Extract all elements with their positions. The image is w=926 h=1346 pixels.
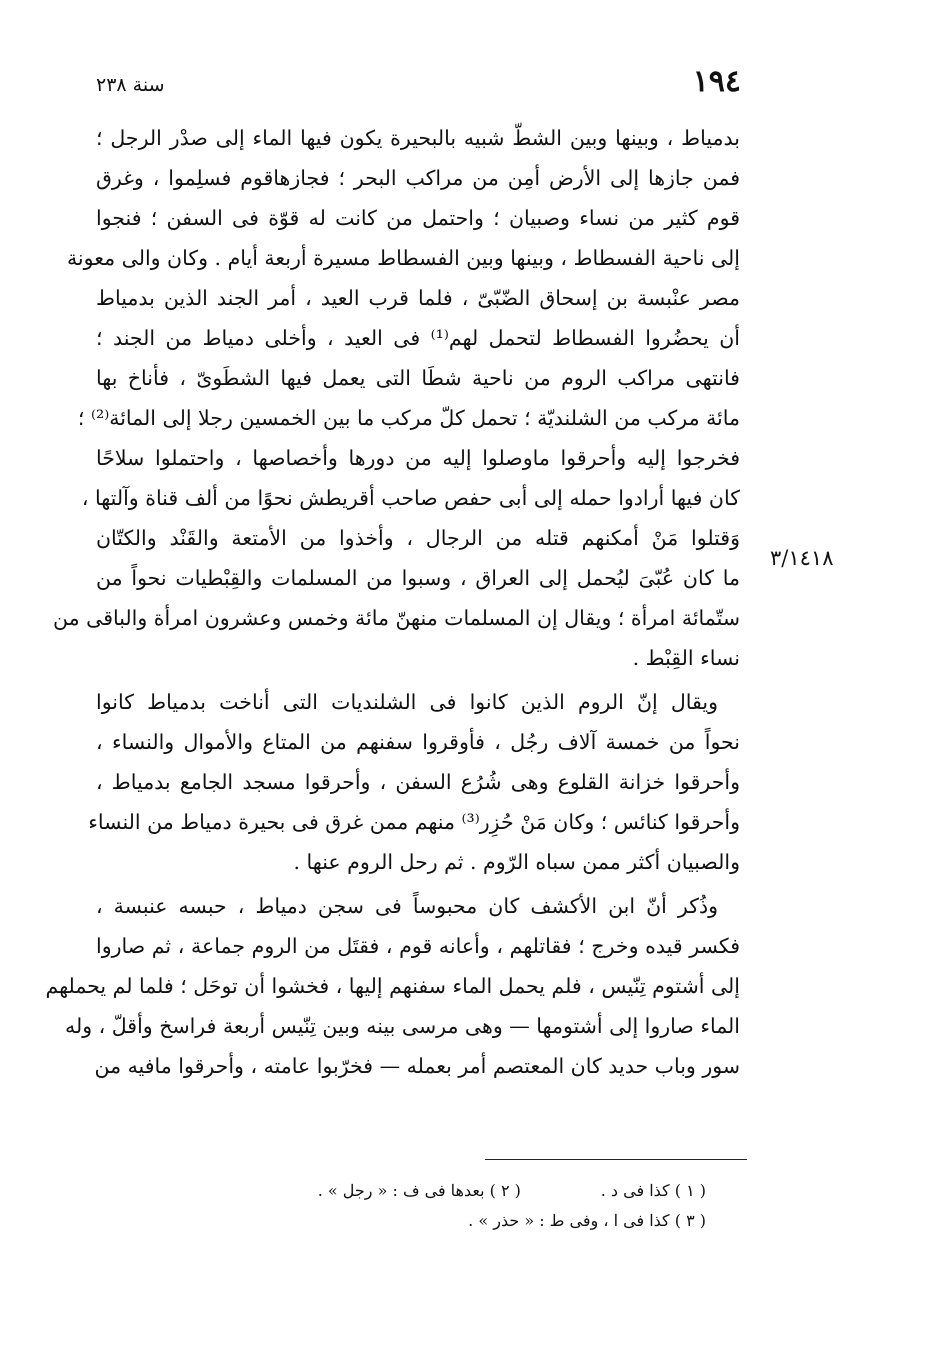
margin-reference: ٣/١٤١٨ bbox=[770, 546, 834, 570]
footnote-row bbox=[96, 1206, 706, 1236]
text-line: أن يحضُروا الفسطاط لتحمل لهم⁽¹⁾ فى العيد ، وأخلى دمياط من الجند ؛ bbox=[96, 326, 740, 350]
text-line: فمن جازها إلى الأرض أمِن من مراكب البحر ؛ فجازهاقوم فسلِموا ، وغرق bbox=[96, 166, 740, 190]
text-line: ستّمائة امرأة ؛ ويقال إن المسلمات منهنّ مائة وخمس وعشرون امرأة والباقى من bbox=[53, 606, 740, 630]
text-line: بدمياط ، وبينها وبين الشطّ شبيه بالبحيرة يكون فيها الماء إلى صدْر الرجل ؛ bbox=[96, 126, 740, 150]
text-line: مصر عنْبسة بن إسحاق الضّبّىّ ، فلما قرب العيد ، أمر الجند الذين بدمياط bbox=[96, 286, 740, 310]
text-line: وأحرقوا خزانة القلوع وهى شُرُع السفن ، وأحرقوا مسجد الجامع بدمياط ، bbox=[96, 770, 740, 794]
footnote-3: ( ٣ ) كذا فى ا ، وفى ط : « حذر » . bbox=[468, 1211, 706, 1230]
text-line: نساء القِبْط . bbox=[632, 646, 740, 670]
footnote-1: ( ١ ) كذا فى د . bbox=[600, 1181, 706, 1200]
text-line: فكسر قيده وخرج ؛ فقاتلهم ، وأعانه قوم ، فقتَل من الروم جماعة ، ثم صاروا bbox=[96, 934, 740, 958]
footnotes bbox=[96, 1176, 706, 1236]
text-line: وأحرقوا كنائس ؛ وكان مَنْ حُزِر⁽³⁾ منهم ممن غرق فى بحيرة دمياط من النساء bbox=[88, 810, 740, 834]
footnote-2: ( ٢ ) بعدها فى ف : « رجل » . bbox=[317, 1181, 521, 1200]
running-header-year: سنة ٢٣٨ bbox=[96, 74, 165, 96]
page-number: ١٩٤ bbox=[692, 64, 741, 99]
text-line: فانتهى مراكب الروم من ناحية شطَا التى يعمل فيها الشطَوىّ ، فأناخ بها bbox=[96, 366, 740, 390]
text-line: سور وباب حديد كان المعتصم أمر بعمله — فخرّبوا عامته ، وأحرقوا مافيه من bbox=[94, 1054, 740, 1078]
footnote-separator bbox=[485, 1159, 747, 1160]
text-line: مائة مركب من الشلنديّة ؛ تحمل كلّ مركب ما بين الخمسين رجلا إلى المائة⁽²⁾ ؛ bbox=[77, 406, 740, 430]
text-line: قوم كثير من نساء وصبيان ؛ واحتمل من كانت له قوّة فى السفن ؛ فنجوا bbox=[96, 206, 740, 230]
text-line: إلى ناحية الفسطاط ، وبينها وبين الفسطاط مسيرة أربعة أيام . وكان والى معونة bbox=[66, 246, 740, 270]
text-line: إلى أشتوم تِنّيس ، فلم يحمل الماء سفنهم إليها ، فخشوا أن توحَل ؛ فلما لم يحملهم bbox=[45, 974, 740, 998]
footnote-row bbox=[96, 1176, 706, 1206]
text-line: ما كان عُبّىَ ليُحمل إلى العراق ، وسبوا من المسلمات والقِبْطيات نحواً من bbox=[96, 566, 740, 590]
text-line: الماء صاروا إلى أشتومها — وهى مرسى بينه وبين تِنّيس أربعة فراسخ وأقلّ ، وله bbox=[64, 1014, 740, 1038]
text-line: فخرجوا إليه وأحرقوا ماوصلوا إليه من دورها وأخصاصها ، واحتملوا سلاحًا bbox=[96, 446, 740, 470]
text-line: وذُكر أنّ ابن الأكشف كان محبوساً فى سجن دمياط ، حبسه عنبسة ، bbox=[96, 894, 718, 918]
body-text bbox=[45, 118, 740, 1086]
text-line: والصبيان أكثر ممن سباه الرّوم . ثم رحل الروم عنها . bbox=[293, 850, 740, 874]
text-line: كان فيها أرادوا حمله إلى أبى حفص صاحب أقريطش نحوًا من ألف قناة وآلتها ، bbox=[81, 486, 740, 510]
text-line: نحواً من خمسة آلاف رجُل ، فأوقروا سفنهم من المتاع والأموال والنساء ، bbox=[96, 730, 740, 754]
text-line: ويقال إنّ الروم الذين كانوا فى الشلنديات التى أناخت بدمياط كانوا bbox=[96, 690, 718, 714]
text-line: وَقتلوا مَنْ أمكنهم قتله من الرجال ، وأخذوا من الأمتعة والقَنْد والكتّان bbox=[96, 526, 740, 550]
